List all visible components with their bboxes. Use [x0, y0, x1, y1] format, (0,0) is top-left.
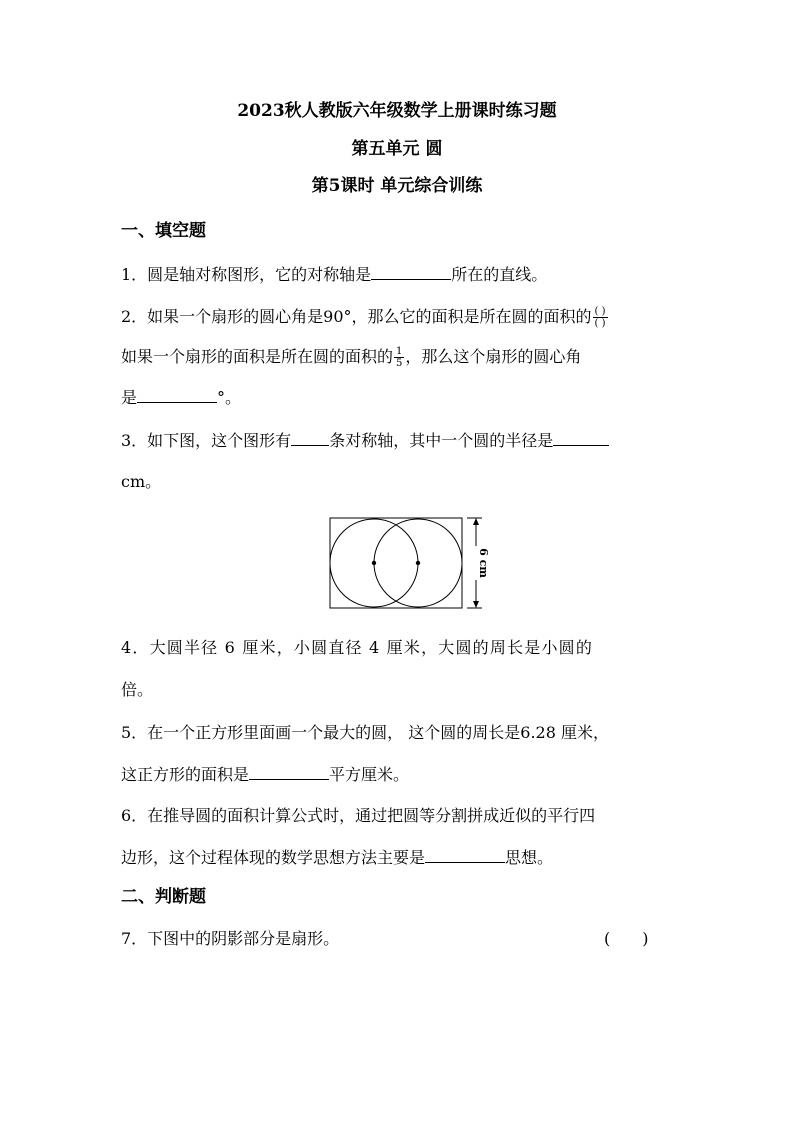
- dimension-label: 6 cm: [477, 548, 490, 578]
- question-3-line-1: [121, 430, 609, 451]
- question-3-line-2: [121, 472, 161, 492]
- figure-rectangle: [330, 518, 462, 608]
- q2-fraction2-denominator: 5: [396, 358, 403, 369]
- q3-text-c: cm。: [121, 472, 162, 491]
- lesson-title: 第5课时 单元综合训练: [311, 176, 483, 196]
- q7-answer-parentheses[interactable]: ( ): [604, 929, 649, 948]
- q2-fraction2-numerator: 1: [396, 346, 403, 357]
- question-4-line-1: [121, 638, 593, 658]
- q2-fraction-one-fifth: [394, 346, 404, 369]
- question-4-line-2: [121, 680, 153, 700]
- q2-text-e: °。: [217, 388, 242, 407]
- q1-text-b: 所在的直线。: [451, 265, 548, 284]
- dimension-arrow-down-icon: [473, 601, 479, 608]
- q5-answer-blank[interactable]: [249, 764, 329, 780]
- q2-text-d: 是: [121, 388, 138, 407]
- q5-text-b: 这正方形的面积是: [121, 765, 250, 784]
- q2-fraction-blank[interactable]: [593, 306, 608, 329]
- q6-text-b: 边形，这个过程体现的数学思想方法主要是: [121, 848, 426, 867]
- q7-text-a: 7．下图中的阴影部分是扇形。: [121, 929, 340, 948]
- dimension-arrow-up-icon: [473, 518, 479, 525]
- q1-answer-blank[interactable]: [371, 264, 451, 280]
- q3-text-a: 3．如下图，这个图形有: [121, 431, 292, 450]
- question-6-line-1: [121, 806, 595, 826]
- q4-text-b: 倍。: [121, 680, 154, 699]
- q3-radius-blank[interactable]: [553, 430, 609, 446]
- q5-text-c: 平方厘米。: [329, 765, 410, 784]
- q2-fraction-numerator: ( ): [594, 306, 606, 317]
- figure-right-center-dot: [416, 561, 420, 565]
- question-2-line-3: [121, 387, 241, 408]
- q6-answer-blank[interactable]: [425, 847, 505, 863]
- section-judge-heading: 二、判断题: [121, 887, 206, 907]
- overlapping-circles-figure: [322, 512, 494, 616]
- q2-answer-blank[interactable]: [137, 387, 217, 403]
- q1-text-a: 1．圆是轴对称图形，它的对称轴是: [121, 265, 372, 284]
- q2-text-a: 2．如果一个扇形的圆心角是90°，那么它的面积是所在圆的面积的: [121, 307, 592, 326]
- q4-text-a: 4．大圆半径 6 厘米，小圆直径 4 厘米，大圆的周长是小圆的: [121, 638, 594, 657]
- question-7: [121, 929, 339, 949]
- q2-text-b: 如果一个扇形的面积是所在圆的面积的: [121, 347, 394, 366]
- q6-text-a: 6．在推导圆的面积计算公式时，通过把圆等分割拼成近似的平行四: [121, 806, 596, 825]
- figure-left-center-dot: [372, 561, 376, 565]
- document-title: 2023秋人教版六年级数学上册课时练习题: [237, 101, 557, 121]
- question-6-line-2: [121, 847, 553, 868]
- q6-text-c: 思想。: [505, 848, 554, 867]
- unit-title: 第五单元 圆: [351, 139, 443, 159]
- q3-text-b: 条对称轴，其中一个圆的半径是: [329, 431, 554, 450]
- question-5-line-1: [121, 723, 609, 743]
- question-5-line-2: [121, 764, 409, 785]
- q5-text-a: 5．在一个正方形里面画一个最大的圆， 这个圆的周长是6.28 厘米，: [121, 723, 609, 742]
- q2-fraction-denominator: ( ): [594, 318, 606, 329]
- section-fill-in-heading: 一、填空题: [121, 221, 206, 241]
- question-1: [121, 264, 547, 285]
- question-2-line-2: [121, 346, 581, 369]
- q2-text-c: ，那么这个扇形的圆心角: [405, 347, 582, 366]
- q3-axes-blank[interactable]: [291, 430, 329, 446]
- question-2-line-1: [121, 306, 609, 329]
